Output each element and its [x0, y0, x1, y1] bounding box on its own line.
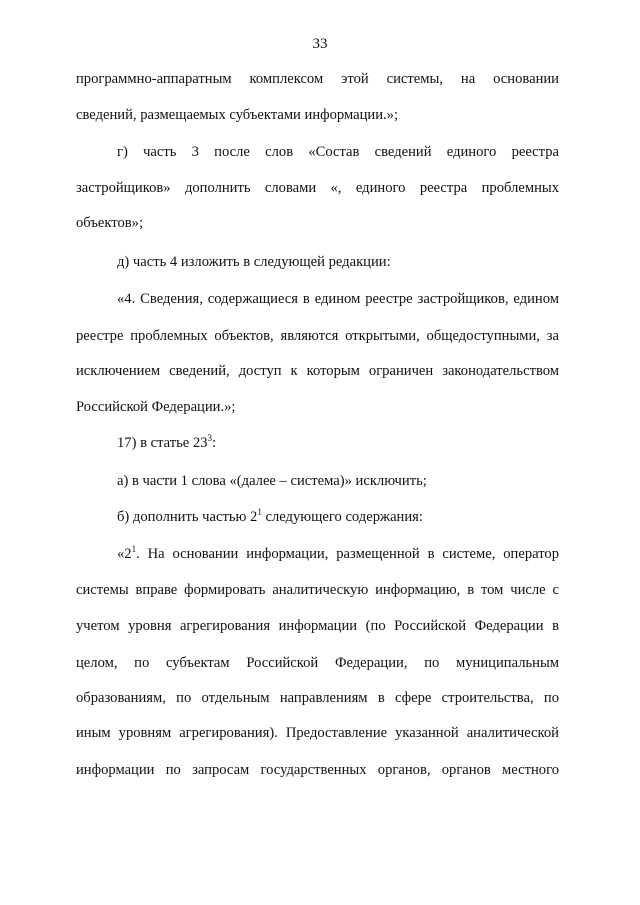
text-line: б) дополнить частью $2^1$ следующего содержания: [117, 507, 423, 525]
text-line: целом, по субъектам Российской Федерации, по муниципальным [76, 655, 559, 671]
text-line: исключением сведений, доступ к которым ограничен законодательством [76, 363, 559, 379]
text-line: застройщиков» дополнить словами «, единого реестра проблемных [76, 180, 559, 196]
text-line: иным уровням агрегирования). Предоставление указанной аналитической [76, 725, 559, 741]
text-line: сведений, размещаемых субъектами информации.»; [76, 107, 399, 123]
text-line: д) часть 4 изложить в следующей редакции: [117, 254, 391, 270]
text-line: а) в части 1 слова «(далее – система)» исключить; [117, 473, 427, 489]
text-line: системы вправе формировать аналитическую информацию, в том числе с [76, 582, 559, 598]
text-line: г) часть 3 после слов «Состав сведений единого реестра [117, 144, 559, 160]
text-line: Российской Федерации.»; [76, 399, 236, 415]
text-line: образованиям, по отдельным направлениям в сфере строительства, по [76, 690, 559, 706]
text-line: 17) в статье $23^3$: [117, 433, 217, 451]
text-line: реестре проблемных объектов, являются открытыми, общедоступными, за [76, 328, 559, 344]
text-line: программно-аппаратным комплексом этой системы, на основании [76, 71, 559, 87]
text-line: «4. Сведения, содержащиеся в едином реестре застройщиков, едином [117, 291, 559, 307]
text-line: «$2^1$. На основании информации, размещенной в системе, оператор [117, 544, 559, 562]
page-number: 33 [312, 36, 328, 52]
text-line: информации по запросам государственных органов, органов местного [76, 762, 559, 778]
text-line: учетом уровня агрегирования информации (по Российской Федерации в [76, 618, 559, 634]
text-line: объектов»; [76, 215, 144, 231]
